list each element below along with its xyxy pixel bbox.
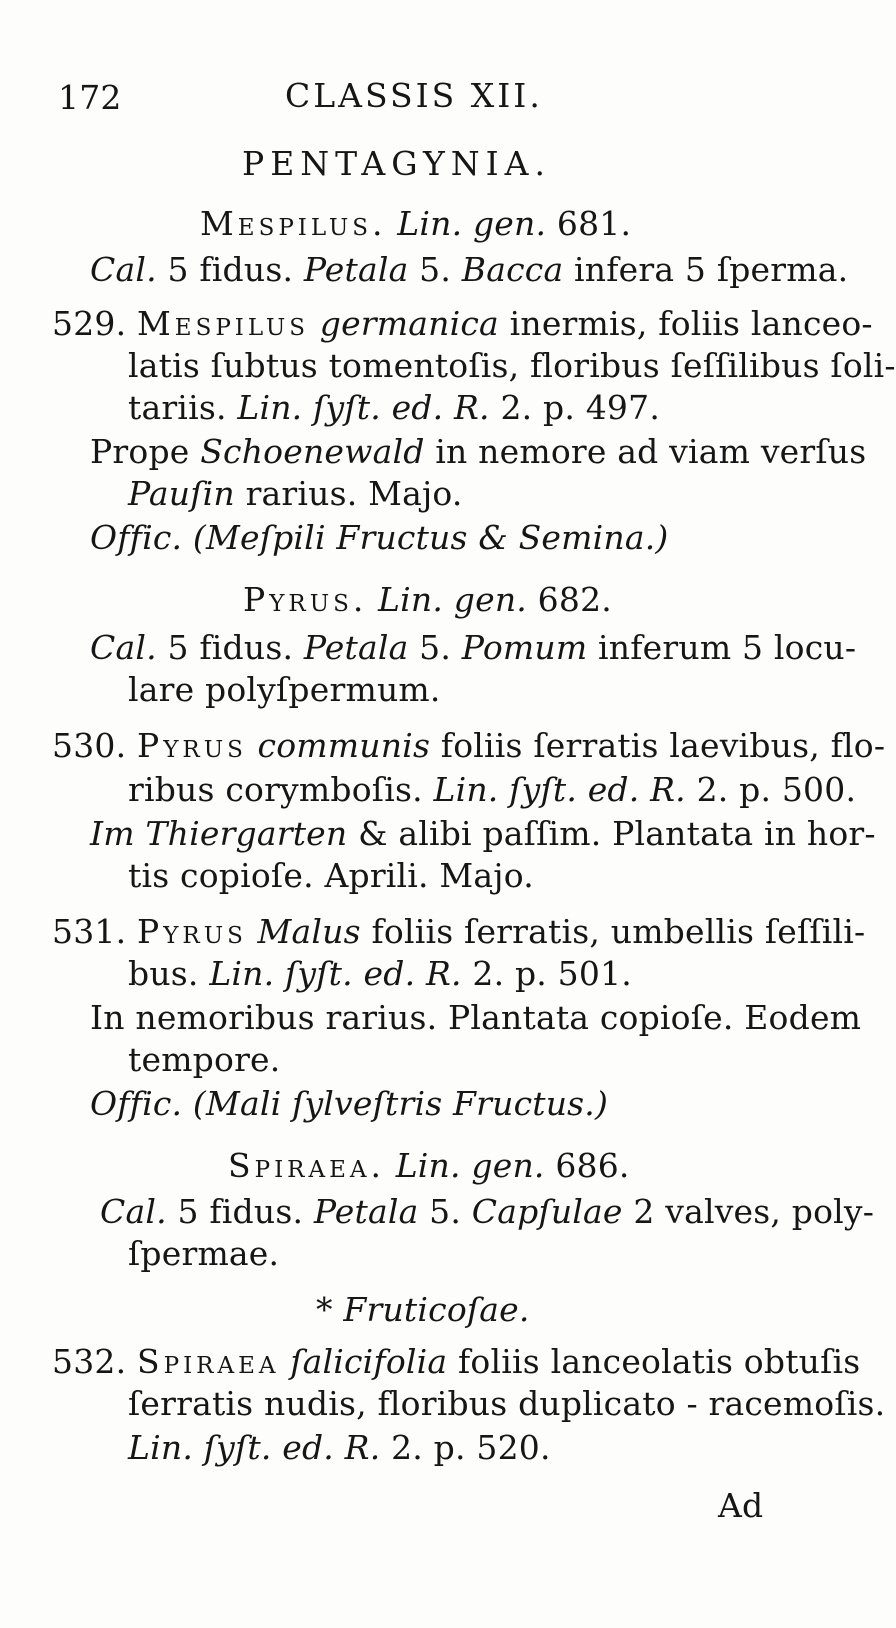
classis-heading: CLASSIS XII.: [285, 76, 543, 115]
species-529-ref: tariis. Lin. ſyſt. ed. R. 2. p. 497.: [128, 388, 661, 427]
species-entry-532: 532. Spiraea ſalicifolia foliis lanceolatis obtuſis: [52, 1342, 861, 1381]
genus-heading-spiraea: Spiraea. Lin. gen. 686.: [228, 1146, 630, 1185]
species-529-officinal: Offic. (Meſpili Fructus & Semina.): [90, 518, 669, 557]
species-532-ref: Lin. ſyſt. ed. R. 2. p. 520.: [128, 1428, 551, 1467]
species-529-locality-line2: Pauſin rarius. Majo.: [128, 474, 463, 513]
genus-character-spiraea: Cal. 5 fidus. Petala 5. Capſulae 2 valves, poly-: [100, 1192, 875, 1231]
species-531-locality: In nemoribus rarius. Plantata copioſe. Eodem: [90, 998, 862, 1037]
genus-character-pyrus: Cal. 5 fidus. Petala 5. Pomum inferum 5 locu-: [90, 628, 857, 667]
section-heading-fruticosae: * Fruticoſae.: [316, 1290, 530, 1329]
species-530-locality-line2: tis copioſe. Aprili. Majo.: [128, 856, 534, 895]
species-530-ref: ribus corymboſis. Lin. ſyſt. ed. R. 2. p. 500.: [128, 770, 857, 809]
page-number: 172: [58, 78, 122, 117]
genus-heading-mespilus: Mespilus. Lin. gen. 681.: [200, 204, 632, 243]
species-531-ref: bus. Lin. ſyſt. ed. R. 2. p. 501.: [128, 954, 632, 993]
genus-character-spiraea-line2: ſpermae.: [128, 1234, 280, 1273]
species-531-officinal: Offic. (Mali ſylveſtris Fructus.): [90, 1084, 609, 1123]
catchword: Ad: [718, 1486, 764, 1525]
species-531-locality-line2: tempore.: [128, 1040, 281, 1079]
genus-character-pyrus-line2: lare polyſpermum.: [128, 670, 441, 709]
species-530-locality: Im Thiergarten & alibi paſſim. Plantata in hor-: [90, 814, 876, 853]
species-entry-529: 529. Mespilus germanica inermis, foliis lanceo-: [52, 304, 873, 343]
species-entry-531: 531. Pyrus Malus foliis ſerratis, umbellis ſeſſili-: [52, 912, 866, 951]
genus-character-mespilus: Cal. 5 fidus. Petala 5. Bacca infera 5 ſperma.: [90, 250, 849, 289]
species-532-desc-line2: ſerratis nudis, floribus duplicato - racemoſis.: [128, 1384, 886, 1423]
order-heading: PENTAGYNIA.: [242, 144, 552, 183]
species-entry-530: 530. Pyrus communis foliis ſerratis laevibus, flo-: [52, 726, 886, 765]
genus-heading-pyrus: Pyrus. Lin. gen. 682.: [243, 580, 612, 619]
species-529-locality: Prope Schoenewald in nemore ad viam verſus: [90, 432, 867, 471]
species-529-desc-line2: latis ſubtus tomentoſis, floribus ſeſſilibus ſoli-: [128, 346, 896, 385]
